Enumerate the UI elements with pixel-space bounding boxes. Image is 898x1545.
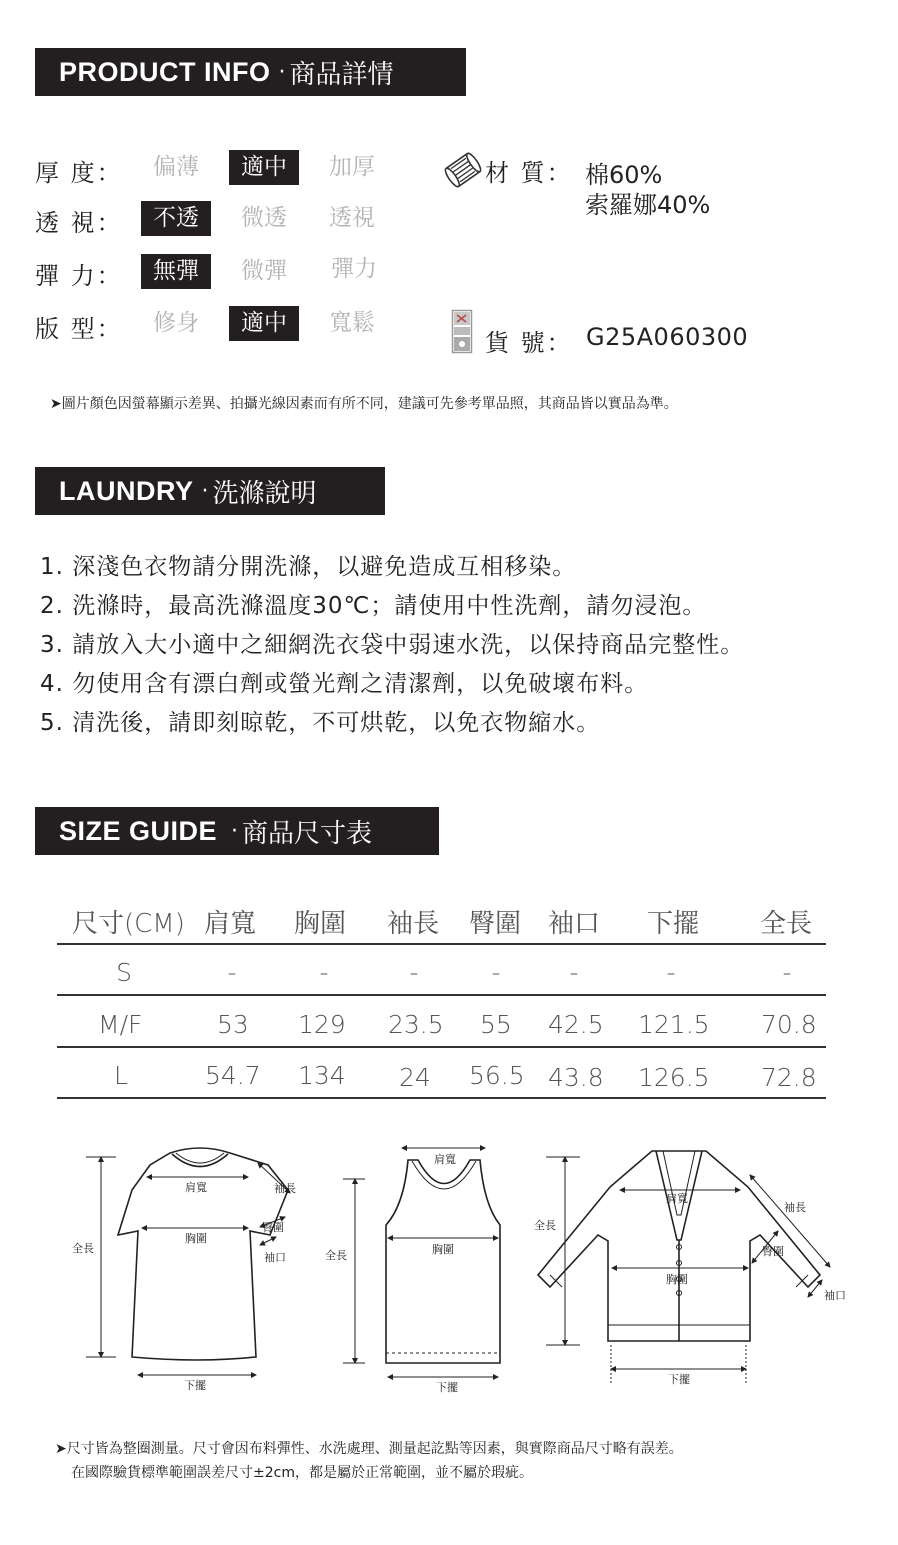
diagram-label-hip: 臀圍 — [262, 1221, 284, 1234]
diagram-label-sleeve: 袖長 — [274, 1182, 296, 1195]
laundry-title-zh: 洗滌說明 — [212, 478, 317, 509]
elasticity-option-none-selected: 無彈 — [141, 254, 211, 289]
table-divider — [57, 1097, 826, 1099]
diagram-label-sleeve: 袖長 — [784, 1201, 806, 1214]
diagram-label-shoulder: 肩寬 — [434, 1153, 456, 1166]
diagram-label-length: 全長 — [534, 1219, 556, 1232]
size-cell: 121.5 — [638, 1010, 710, 1039]
size-disclaimer-line-2: 在國際驗貨標準範圍誤差尺寸±2cm，都是屬於正常範圍，並不屬於瑕疵。 — [71, 1465, 533, 1481]
size-cell: - — [782, 958, 792, 987]
transparency-label: 透 視： — [35, 209, 123, 237]
size-cell: - — [666, 958, 676, 987]
diagram-label-chest: 胸圍 — [666, 1273, 688, 1286]
thread-spool-icon — [444, 152, 482, 188]
diagram-label-hip: 臀圍 — [762, 1245, 784, 1258]
diagram-label-hem: 下擺 — [436, 1381, 458, 1394]
size-cell: 24 — [399, 1063, 431, 1092]
material-label: 材 質： — [485, 159, 573, 187]
size-disclaimer-line-1: ➤尺寸皆為整圈測量。尺寸會因布料彈性、水洗處理、測量起訖點等因素，與實際商品尺寸略有誤差。 — [55, 1441, 683, 1457]
thickness-label: 厚 度： — [35, 159, 123, 187]
size-cell: 134 — [298, 1061, 346, 1090]
size-guide-title-zh: 商品尺寸表 — [242, 818, 373, 849]
fit-label: 版 型： — [35, 315, 123, 343]
size-col-header-hem: 下擺 — [647, 909, 700, 939]
diagram-label-cuff: 袖口 — [264, 1251, 286, 1264]
size-col-header-shoulder: 肩寬 — [204, 909, 257, 939]
tank-top-diagram — [386, 1160, 500, 1363]
size-guide-header — [35, 807, 439, 855]
measurement-diagrams — [60, 1135, 850, 1400]
size-cell: 126.5 — [638, 1063, 710, 1092]
laundry-item-5: 5. 清洗後，請即刻晾乾，不可烘乾，以免衣物縮水。 — [40, 710, 601, 736]
laundry-item-2: 2. 洗滌時，最高洗滌溫度30℃；請使用中性洗劑，請勿浸泡。 — [40, 593, 707, 619]
product-info-header — [35, 48, 466, 96]
size-cell: 54.7 — [205, 1061, 261, 1090]
size-cell: - — [319, 958, 329, 987]
header-dot: · — [201, 478, 209, 504]
size-cell: - — [227, 958, 237, 987]
laundry-item-4: 4. 勿使用含有漂白劑或螢光劑之清潔劑，以免破壞布料。 — [40, 671, 649, 697]
elasticity-label: 彈 力： — [35, 262, 123, 290]
material-line-2: 索羅娜40% — [585, 191, 711, 219]
size-cell: - — [491, 958, 501, 987]
diagram-label-chest: 胸圍 — [185, 1232, 207, 1245]
tag-icon — [451, 309, 473, 355]
size-col-header-cuff: 袖口 — [548, 909, 601, 939]
table-divider — [57, 994, 826, 996]
size-col-header-hip: 臀圍 — [469, 909, 522, 939]
fit-option-slim: 修身 — [153, 310, 199, 336]
diagram-label-hem: 下擺 — [184, 1379, 206, 1392]
thickness-option-medium-selected: 適中 — [229, 150, 299, 185]
fit-option-regular-selected: 適中 — [229, 306, 299, 341]
color-disclaimer-note: ➤圖片顏色因螢幕顯示差異、拍攝光線因素而有所不同，建議可先參考單品照，其商品皆以實品為準。 — [50, 396, 678, 412]
transparency-option-slight: 微透 — [241, 205, 287, 231]
laundry-title-en: LAUNDRY — [59, 475, 194, 506]
size-cell: 55 — [480, 1010, 512, 1039]
diagram-label-shoulder: 肩寬 — [666, 1192, 688, 1205]
transparency-option-sheer: 透視 — [329, 205, 375, 231]
size-row-s-label: S — [116, 958, 132, 987]
size-cell: 70.8 — [761, 1010, 817, 1039]
size-col-header-size: 尺寸(CM) — [72, 909, 185, 939]
size-cell: 129 — [298, 1010, 346, 1039]
header-dot: · — [231, 818, 239, 844]
size-cell: 43.8 — [548, 1063, 604, 1092]
laundry-item-1: 1. 深淺色衣物請分開洗滌，以避免造成互相移染。 — [40, 554, 577, 580]
size-cell: - — [569, 958, 579, 987]
elasticity-option-stretch: 彈力 — [331, 256, 377, 282]
item-no-value: G25A060300 — [586, 323, 749, 351]
transparency-option-opaque-selected: 不透 — [141, 201, 211, 236]
laundry-header — [35, 467, 385, 515]
table-divider — [57, 1046, 826, 1048]
product-info-title-zh: 商品詳情 — [289, 59, 394, 90]
material-line-1: 棉60% — [585, 161, 663, 189]
size-row-l-label: L — [114, 1061, 128, 1090]
size-col-header-sleeve: 袖長 — [387, 909, 440, 939]
size-guide-title-en: SIZE GUIDE — [59, 815, 218, 846]
fit-option-loose: 寬鬆 — [329, 310, 375, 336]
diagram-label-length: 全長 — [325, 1249, 347, 1262]
size-row-mf-label: M/F — [98, 1010, 143, 1039]
diagram-label-chest: 胸圍 — [432, 1243, 454, 1256]
size-cell: 42.5 — [548, 1010, 604, 1039]
elasticity-option-slight: 微彈 — [241, 258, 287, 284]
item-no-label: 貨 號： — [485, 329, 573, 357]
size-col-header-length: 全長 — [760, 909, 813, 939]
header-dot: · — [278, 59, 286, 85]
product-info-title-en: PRODUCT INFO — [59, 56, 271, 87]
diagram-label-cuff: 袖口 — [824, 1289, 846, 1302]
size-cell: 23.5 — [388, 1010, 444, 1039]
laundry-item-3: 3. 請放入大小適中之細網洗衣袋中弱速水洗，以保持商品完整性。 — [40, 632, 745, 658]
thickness-option-thick: 加厚 — [329, 154, 375, 180]
thickness-option-thin: 偏薄 — [153, 154, 199, 180]
diagram-label-hem: 下擺 — [668, 1373, 690, 1386]
size-cell: 53 — [217, 1010, 249, 1039]
size-cell: 56.5 — [469, 1061, 525, 1090]
size-cell: - — [409, 958, 419, 987]
diagram-label-length: 全長 — [72, 1242, 94, 1255]
tshirt-dress-diagram — [118, 1148, 288, 1360]
size-col-header-chest: 胸圍 — [294, 909, 347, 939]
diagram-label-shoulder: 肩寬 — [185, 1181, 207, 1194]
size-cell: 72.8 — [761, 1063, 817, 1092]
table-divider — [57, 943, 826, 945]
